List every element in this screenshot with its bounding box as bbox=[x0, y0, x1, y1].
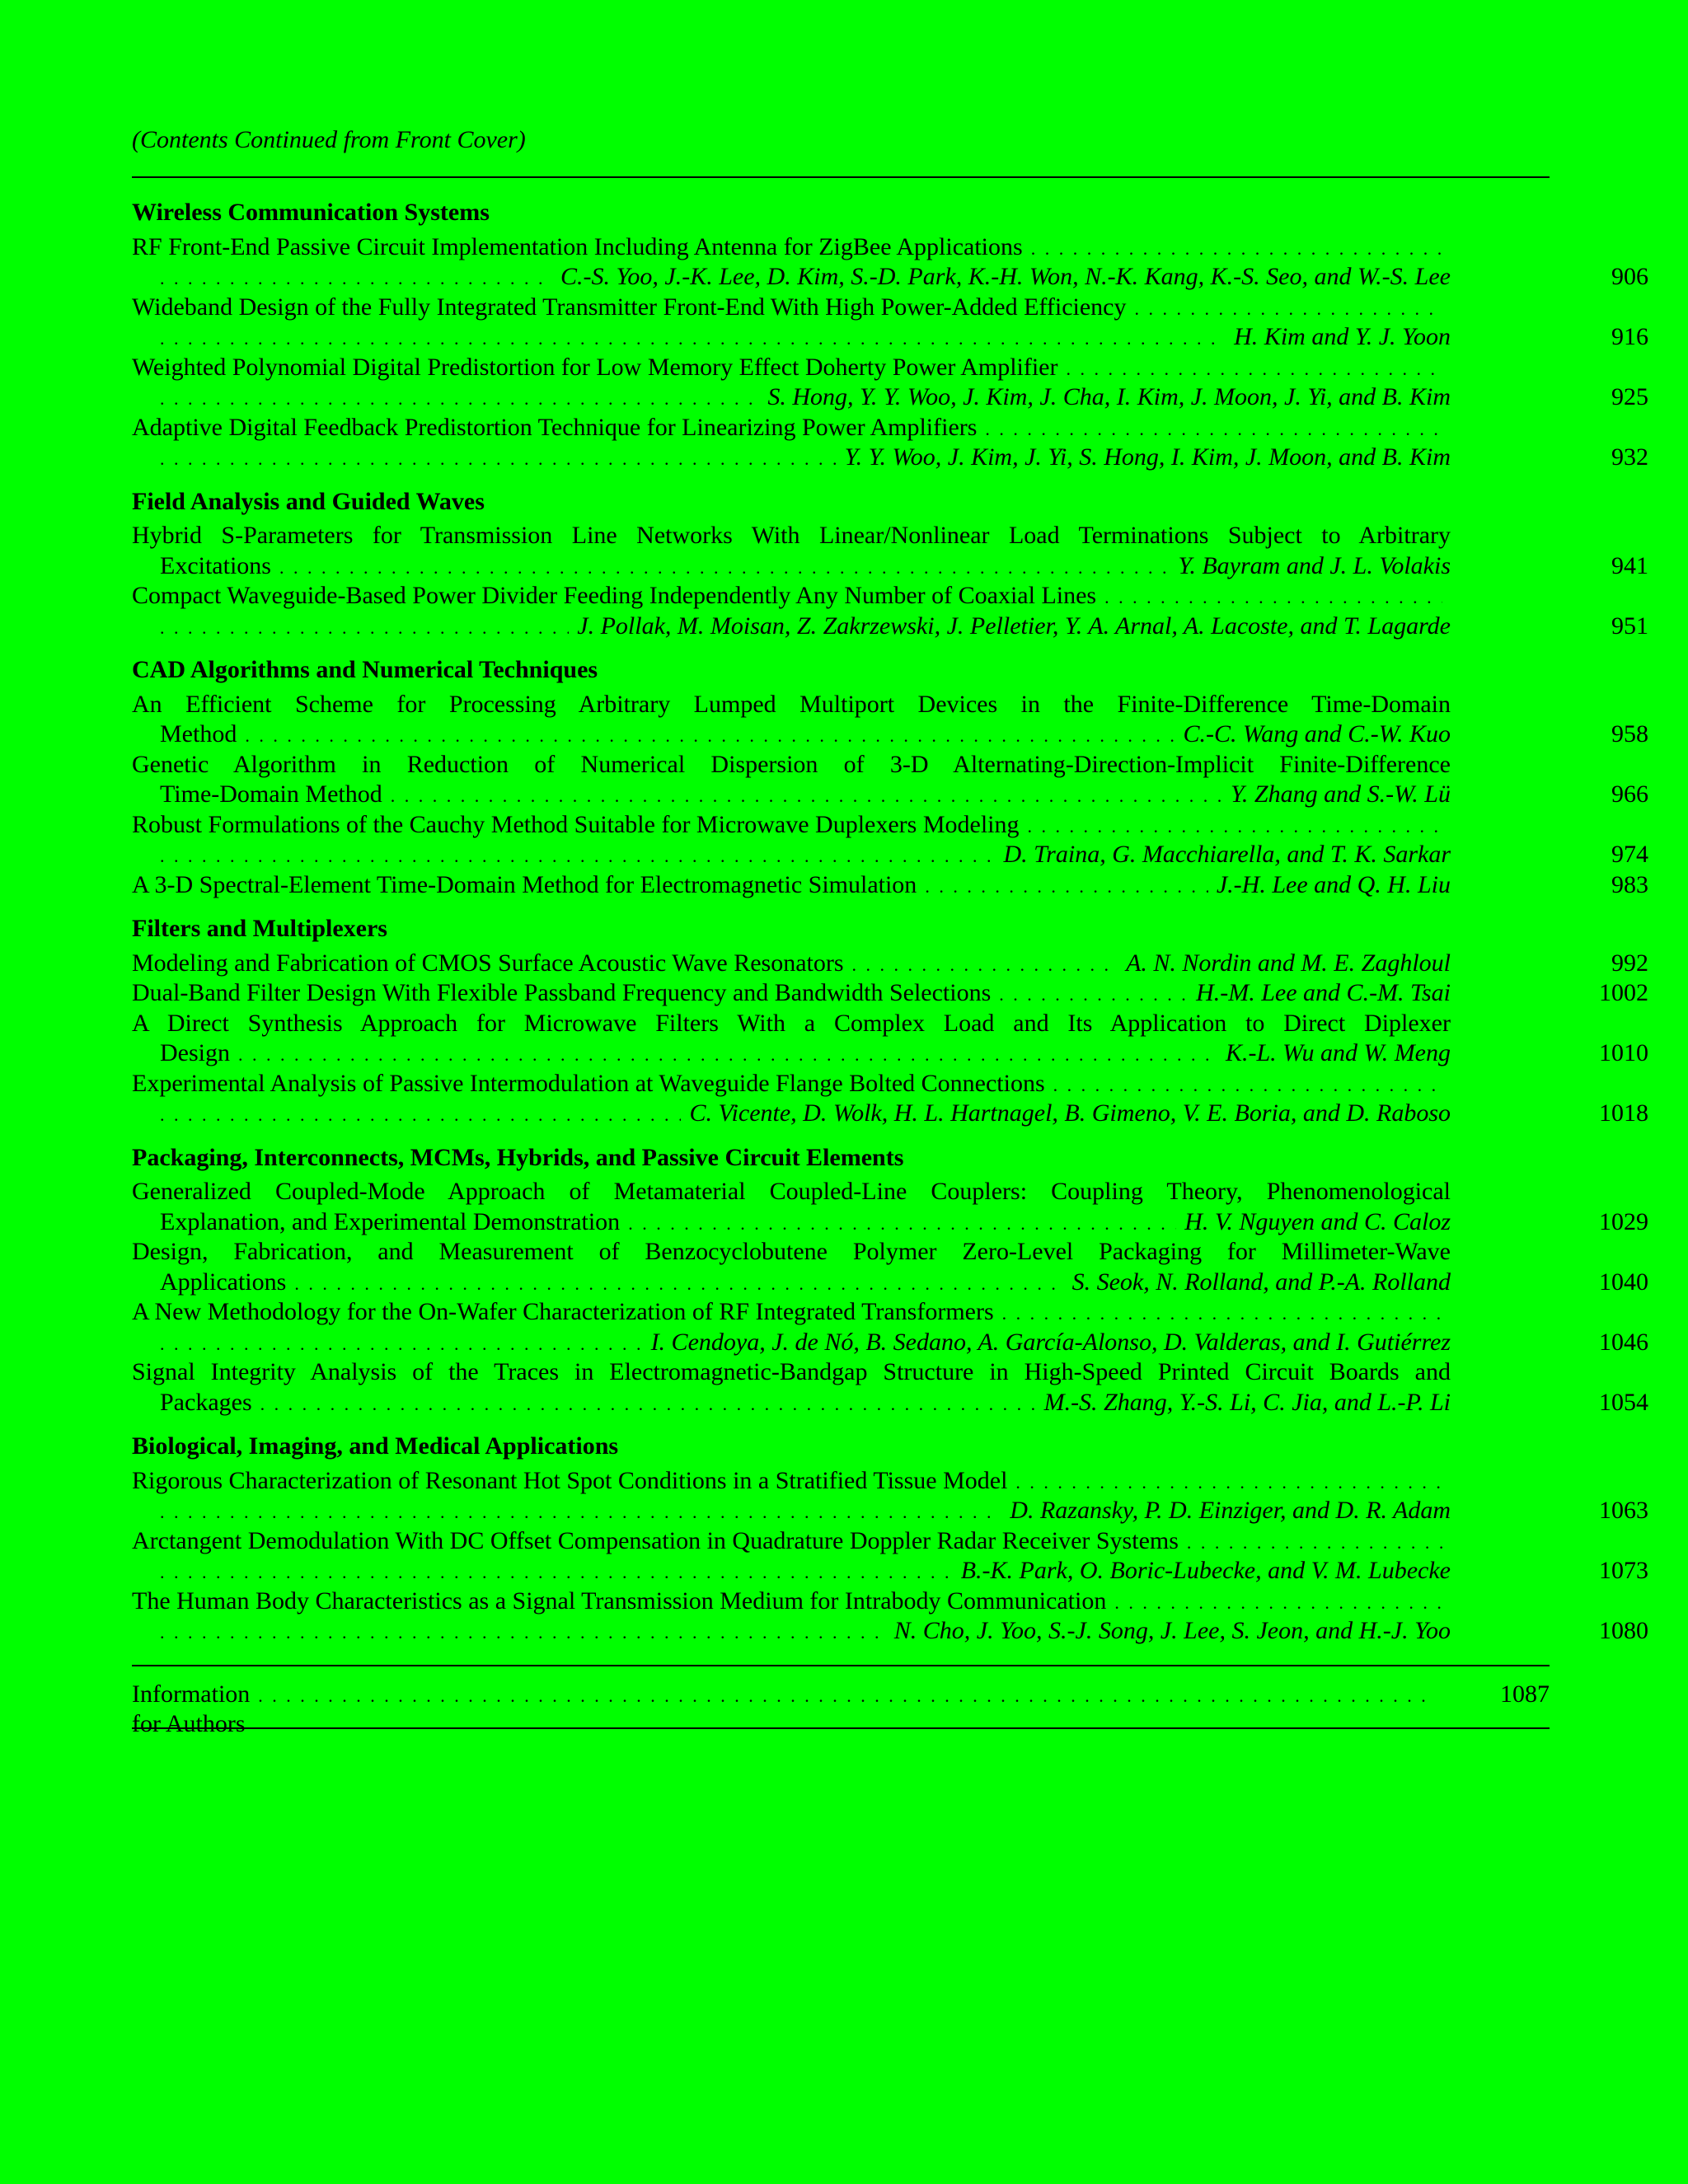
entry-title: A 3-D Spectral-Element Time-Domain Method for Electromagnetic Simulation bbox=[132, 870, 917, 898]
info-for-authors-page: 1087 bbox=[1500, 1680, 1550, 1708]
leader-dots bbox=[999, 978, 1188, 1009]
leader-dots bbox=[925, 870, 1208, 901]
entry-line bbox=[132, 293, 1451, 323]
entry-page-number: 1002 bbox=[1599, 979, 1648, 1006]
bottom-rule bbox=[132, 1665, 1550, 1666]
leader-dots bbox=[160, 1556, 953, 1586]
entry-line bbox=[132, 1526, 1451, 1557]
entry-authors: H. V. Nguyen and C. Caloz bbox=[1184, 1207, 1451, 1235]
entry-line bbox=[132, 780, 1451, 810]
entry-line bbox=[132, 750, 1451, 780]
toc-entry[interactable] bbox=[132, 293, 1648, 353]
entry-page-number: 1046 bbox=[1599, 1328, 1648, 1356]
entry-line bbox=[132, 1177, 1451, 1207]
entry-page-number: 966 bbox=[1611, 780, 1648, 808]
leader-dots bbox=[1015, 1466, 1442, 1497]
entry-line bbox=[132, 1297, 1451, 1328]
contents-continued-header: (Contents Continued from Front Cover) bbox=[132, 126, 526, 153]
entry-page-number: 1054 bbox=[1599, 1388, 1648, 1416]
entry-title: Compact Waveguide-Based Power Divider Feeding Independently Any Number of Coaxial Lines bbox=[132, 582, 1097, 609]
entry-authors: D. Traina, G. Macchiarella, and T. K. Sarkar bbox=[1003, 841, 1451, 868]
toc-entry[interactable] bbox=[132, 978, 1648, 1009]
leader-dots bbox=[160, 1099, 681, 1129]
entry-line bbox=[132, 612, 1451, 642]
leader-dots bbox=[245, 719, 1175, 750]
entry-authors: C.-C. Wang and C.-W. Kuo bbox=[1183, 720, 1451, 748]
leader-dots bbox=[1104, 581, 1442, 612]
leader-dots bbox=[160, 840, 995, 870]
toc-entry[interactable] bbox=[132, 949, 1648, 979]
leader-dots bbox=[1031, 232, 1442, 263]
entry-title: Design, Fabrication, and Measurement of Benzocyclobutene Polymer Zero-Level Packaging for Millimeter-Wave bbox=[132, 1238, 1451, 1265]
entry-title: Dual-Band Filter Design With Flexible Passband Frequency and Bandwidth Selections bbox=[132, 979, 992, 1006]
entry-page-number: 1029 bbox=[1599, 1207, 1648, 1235]
entry-line bbox=[132, 870, 1451, 901]
info-for-authors-label: Information for Authors bbox=[132, 1680, 251, 1737]
leader-dots bbox=[160, 262, 552, 293]
entry-authors: S. Hong, Y. Y. Woo, J. Kim, J. Cha, I. Kim, J. Moon, J. Yi, and B. Kim bbox=[767, 383, 1451, 410]
entry-authors: J.-H. Lee and Q. H. Liu bbox=[1216, 870, 1451, 898]
entry-page-number: 958 bbox=[1611, 720, 1648, 748]
toc-entry[interactable] bbox=[132, 870, 1648, 901]
entry-line bbox=[132, 810, 1451, 841]
section-title: Wireless Communication Systems bbox=[132, 199, 490, 226]
entry-title-continued: Method bbox=[160, 720, 237, 748]
leader-dots bbox=[260, 1388, 1036, 1418]
toc-entry[interactable] bbox=[132, 413, 1648, 473]
entry-line bbox=[132, 1616, 1451, 1647]
entry-title: Experimental Analysis of Passive Intermodulation at Waveguide Flange Bolted Connections bbox=[132, 1069, 1045, 1097]
entry-authors: Y. Bayram and J. L. Volakis bbox=[1178, 551, 1451, 579]
entry-authors: Y. Y. Woo, J. Kim, J. Yi, S. Hong, I. Kim, J. Moon, and B. Kim bbox=[844, 443, 1451, 471]
entry-page-number: 1073 bbox=[1599, 1557, 1648, 1584]
entry-title: A Direct Synthesis Approach for Microwave Filters With a Complex Load and Its Application to Direct Diplexer bbox=[132, 1009, 1451, 1037]
entry-authors: J. Pollak, M. Moisan, Z. Zakrzewski, J. Pelletier, Y. A. Arnal, A. Lacoste, and T. Lagarde bbox=[577, 612, 1451, 640]
toc-entry[interactable] bbox=[132, 1586, 1648, 1647]
entry-line bbox=[132, 719, 1451, 750]
entry-title-continued: Explanation, and Experimental Demonstration bbox=[160, 1207, 621, 1235]
entry-authors: C. Vicente, D. Wolk, H. L. Hartnagel, B. Gimeno, V. E. Boria, and D. Raboso bbox=[689, 1099, 1451, 1127]
entry-page-number: 925 bbox=[1611, 383, 1648, 410]
entry-line bbox=[132, 690, 1451, 720]
entry-title: The Human Body Characteristics as a Signal Transmission Medium for Intrabody Communication bbox=[132, 1586, 1107, 1615]
entry-title: Generalized Coupled-Mode Approach of Metamaterial Coupled-Line Couplers: Coupling Theory, Phenomenological bbox=[132, 1178, 1451, 1205]
entry-page-number: 906 bbox=[1611, 263, 1648, 290]
entry-page-number: 974 bbox=[1611, 841, 1648, 868]
entry-page-number: 1080 bbox=[1599, 1617, 1648, 1644]
entry-page-number: 951 bbox=[1611, 612, 1648, 640]
entry-line bbox=[132, 840, 1451, 870]
entry-title: Adaptive Digital Feedback Predistortion Technique for Linearizing Power Amplifiers bbox=[132, 413, 978, 441]
entry-authors: Y. Zhang and S.-W. Lü bbox=[1230, 780, 1451, 808]
entry-page-number: 941 bbox=[1611, 551, 1648, 579]
entry-authors: D. Razansky, P. D. Einziger, and D. R. Adam bbox=[1010, 1497, 1451, 1524]
leader-dots bbox=[160, 1616, 886, 1647]
toc-entry[interactable] bbox=[132, 1177, 1648, 1237]
sections-container bbox=[132, 198, 1648, 1647]
entry-title-continued: Applications bbox=[160, 1268, 287, 1296]
final-rule bbox=[132, 1727, 1550, 1729]
entry-line bbox=[132, 413, 1451, 443]
leader-dots bbox=[1028, 810, 1443, 841]
entry-line bbox=[132, 1038, 1451, 1069]
entry-authors: B.-K. Park, O. Boric-Lubecke, and V. M. Lubecke bbox=[960, 1557, 1451, 1584]
leader-dots bbox=[1067, 353, 1443, 383]
section-title: Biological, Imaging, and Medical Applications bbox=[132, 1432, 619, 1460]
entry-line bbox=[132, 1388, 1451, 1418]
leader-dots bbox=[1053, 1069, 1442, 1099]
entry-title: RF Front-End Passive Circuit Implementation Including Antenna for ZigBee Applications bbox=[132, 232, 1023, 260]
toc-entry[interactable] bbox=[132, 1297, 1648, 1357]
entry-title: Wideband Design of the Fully Integrated Transmitter Front-End With High Power-Added Efficiency bbox=[132, 293, 1127, 321]
entry-page-number: 1010 bbox=[1599, 1039, 1648, 1066]
leader-dots bbox=[160, 443, 837, 473]
entry-line bbox=[132, 1207, 1451, 1238]
entry-title: An Efficient Scheme for Processing Arbitrary Lumped Multiport Devices in the Finite-Difference Time-Domain bbox=[132, 690, 1451, 718]
entry-authors: S. Seok, N. Rolland, and P.-A. Rolland bbox=[1071, 1268, 1451, 1296]
entry-title: Hybrid S-Parameters for Transmission Line Networks With Linear/Nonlinear Load Terminations Subject to Arbitrary bbox=[132, 522, 1451, 549]
entry-title: Rigorous Characterization of Resonant Hot Spot Conditions in a Stratified Tissue Model bbox=[132, 1466, 1008, 1494]
toc-entry[interactable] bbox=[132, 1526, 1648, 1586]
toc-entry[interactable] bbox=[132, 581, 1648, 641]
entry-line bbox=[132, 949, 1451, 979]
entry-authors: H. Kim and Y. J. Yoon bbox=[1234, 323, 1451, 350]
leader-dots bbox=[852, 949, 1118, 979]
entry-title: A New Methodology for the On-Wafer Characterization of RF Integrated Transformers bbox=[132, 1298, 994, 1325]
entry-line bbox=[132, 978, 1451, 1009]
entry-page-number: 1040 bbox=[1599, 1268, 1648, 1296]
leader-dots bbox=[1135, 293, 1443, 323]
leader-dots bbox=[160, 322, 1226, 353]
entry-authors: N. Cho, J. Yoo, S.-J. Song, J. Lee, S. Jeon, and H.-J. Yoo bbox=[893, 1617, 1451, 1644]
leader-dots bbox=[391, 780, 1222, 810]
entry-title-continued: Time-Domain Method bbox=[160, 780, 382, 808]
toc-entry[interactable] bbox=[132, 1466, 1648, 1526]
entry-line bbox=[132, 1268, 1451, 1298]
toc-entry[interactable] bbox=[132, 690, 1648, 750]
entry-line bbox=[132, 1328, 1451, 1358]
entry-authors: A. N. Nordin and M. E. Zaghloul bbox=[1126, 949, 1451, 977]
entry-title: Signal Integrity Analysis of the Traces in Electromagnetic-Bandgap Structure in High-Speed Printed Circuit Boards and bbox=[132, 1358, 1451, 1385]
leader-dots bbox=[160, 382, 759, 413]
leader-dots bbox=[1002, 1297, 1442, 1328]
entry-title-continued: Design bbox=[160, 1039, 230, 1066]
entry-page-number: 983 bbox=[1611, 870, 1648, 898]
entry-line bbox=[132, 353, 1451, 383]
toc-entry[interactable] bbox=[132, 353, 1648, 413]
entry-line bbox=[132, 581, 1451, 612]
entry-title: Weighted Polynomial Digital Predistortion for Low Memory Effect Doherty Power Amplifier bbox=[132, 353, 1058, 381]
leader-dots bbox=[294, 1268, 1063, 1298]
toc-entry[interactable] bbox=[132, 1009, 1648, 1069]
leader-dots bbox=[238, 1038, 1217, 1069]
entry-title: Robust Formulations of the Cauchy Method Suitable for Microwave Duplexers Modeling bbox=[132, 810, 1020, 838]
leader-dots bbox=[279, 551, 1170, 582]
toc-entry[interactable] bbox=[132, 232, 1648, 293]
entry-line bbox=[132, 232, 1451, 263]
toc-entry[interactable] bbox=[132, 1069, 1648, 1129]
entry-title: Genetic Algorithm in Reduction of Numerical Dispersion of 3-D Alternating-Direction-Implicit Finite-Difference bbox=[132, 750, 1451, 778]
entry-line bbox=[132, 1009, 1451, 1039]
leader-dots bbox=[628, 1207, 1176, 1238]
entry-title: Arctangent Demodulation With DC Offset Compensation in Quadrature Doppler Radar Receiver Systems bbox=[132, 1526, 1179, 1554]
section-title: Packaging, Interconnects, MCMs, Hybrids, and Passive Circuit Elements bbox=[132, 1143, 904, 1171]
entry-line bbox=[132, 1099, 1451, 1129]
entry-page-number: 916 bbox=[1611, 323, 1648, 350]
toc-entry[interactable] bbox=[132, 1237, 1648, 1297]
toc-entry[interactable] bbox=[132, 750, 1648, 810]
entry-page-number: 1018 bbox=[1599, 1099, 1648, 1127]
leader-dots bbox=[160, 612, 569, 642]
leader-dots bbox=[160, 1496, 1001, 1526]
entry-title: Modeling and Fabrication of CMOS Surface Acoustic Wave Resonators bbox=[132, 949, 844, 977]
entry-line bbox=[132, 1496, 1451, 1526]
leader-dots bbox=[1187, 1526, 1442, 1557]
leader-dots bbox=[160, 1328, 643, 1358]
entry-line bbox=[132, 1357, 1451, 1388]
entry-title-continued: Packages bbox=[160, 1388, 252, 1416]
section-title: CAD Algorithms and Numerical Techniques bbox=[132, 656, 598, 683]
contents-page bbox=[132, 124, 1648, 1737]
entry-line bbox=[132, 551, 1451, 582]
entry-line bbox=[132, 382, 1451, 413]
entry-line bbox=[132, 1069, 1451, 1099]
entry-line bbox=[132, 443, 1451, 473]
entry-authors: M.-S. Zhang, Y.-S. Li, C. Jia, and L.-P. Li bbox=[1043, 1388, 1451, 1416]
toc-entry[interactable] bbox=[132, 521, 1648, 581]
entry-line bbox=[132, 1556, 1451, 1586]
entry-page-number: 1063 bbox=[1599, 1497, 1648, 1524]
leader-dots bbox=[258, 1680, 1426, 1712]
entry-line bbox=[132, 1237, 1451, 1268]
leader-dots bbox=[985, 413, 1442, 443]
entry-authors: I. Cendoya, J. de Nó, B. Sedano, A. García-Alonso, D. Valderas, and I. Gutiérrez bbox=[650, 1328, 1451, 1356]
entry-page-number: 932 bbox=[1611, 443, 1648, 471]
entry-authors: C.-S. Yoo, J.-K. Lee, D. Kim, S.-D. Park, K.-H. Won, N.-K. Kang, K.-S. Seo, and W.-S. Lee bbox=[560, 263, 1451, 290]
toc-entry[interactable] bbox=[132, 1357, 1648, 1418]
info-for-authors-entry[interactable] bbox=[132, 1680, 1550, 1737]
entry-authors: K.-L. Wu and W. Meng bbox=[1225, 1039, 1451, 1066]
entry-line bbox=[132, 1586, 1451, 1617]
entry-page-number: 992 bbox=[1611, 949, 1648, 977]
entry-title-continued: Excitations bbox=[160, 551, 271, 579]
entry-authors: H.-M. Lee and C.-M. Tsai bbox=[1196, 979, 1451, 1006]
entry-line bbox=[132, 262, 1451, 293]
section-title: Field Analysis and Guided Waves bbox=[132, 487, 485, 515]
section-title: Filters and Multiplexers bbox=[132, 915, 387, 942]
entry-line bbox=[132, 322, 1451, 353]
entry-line bbox=[132, 1466, 1451, 1497]
top-rule bbox=[132, 176, 1550, 178]
toc-entry[interactable] bbox=[132, 810, 1648, 870]
entry-line bbox=[132, 521, 1451, 551]
leader-dots bbox=[1114, 1586, 1442, 1617]
